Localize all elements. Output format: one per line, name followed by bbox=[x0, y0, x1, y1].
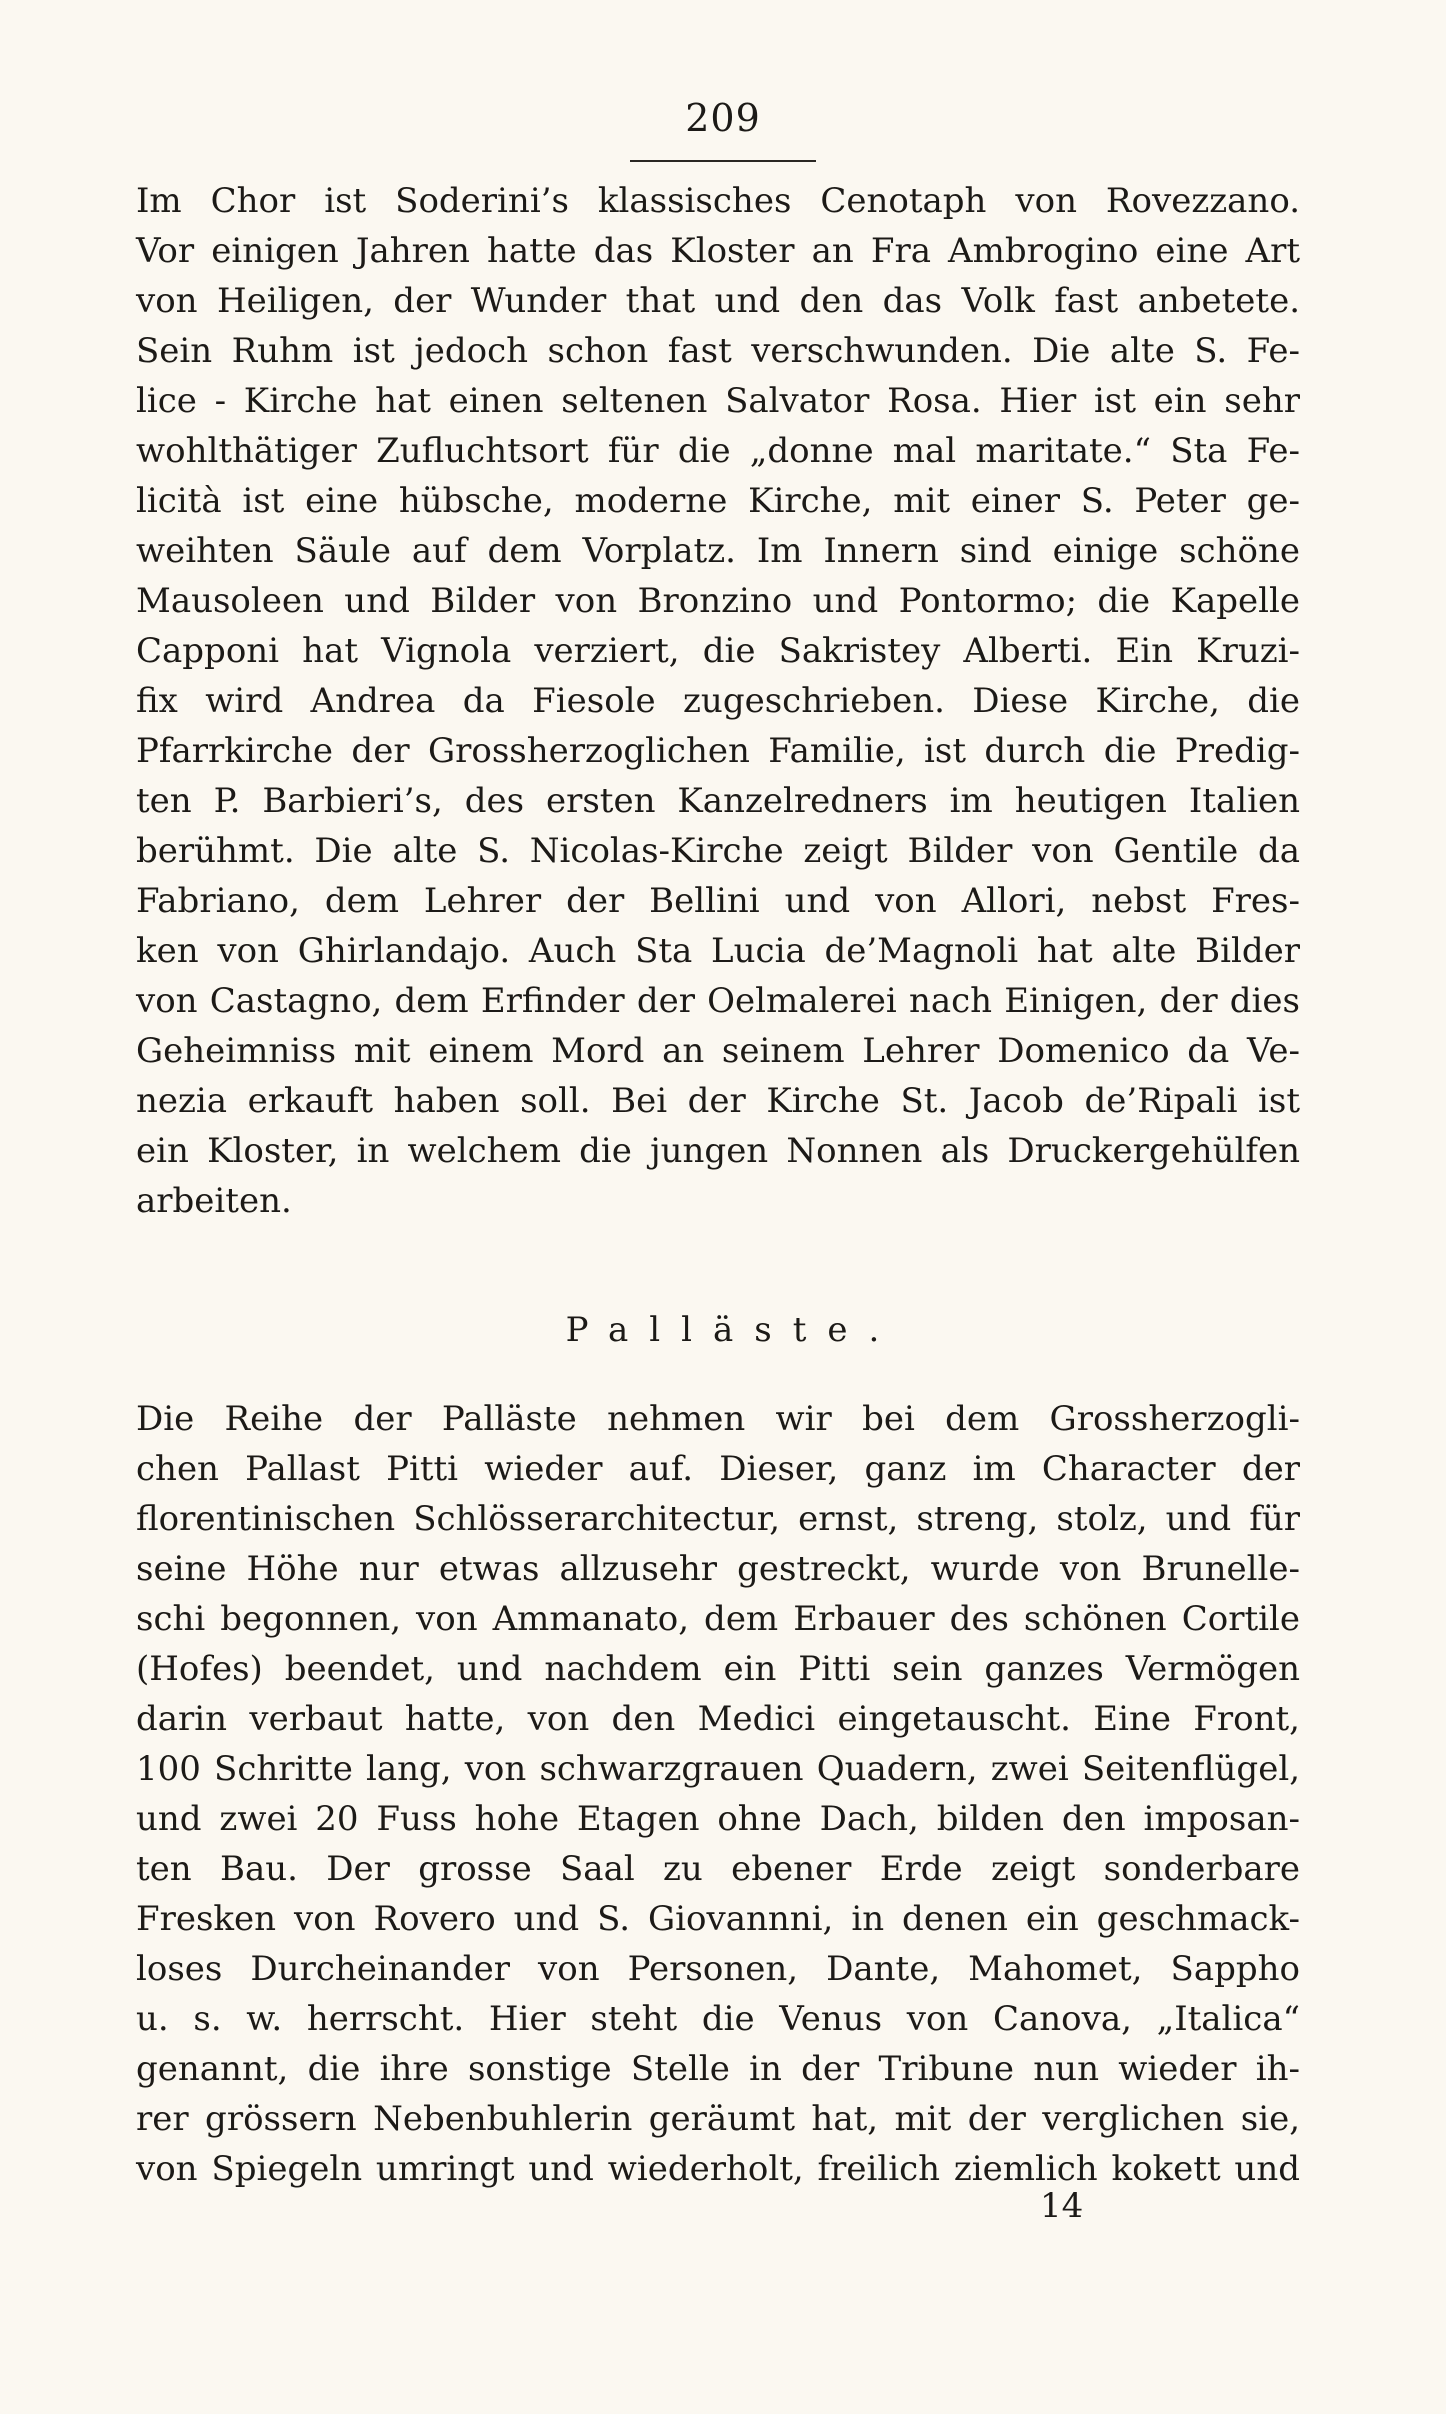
text-line: von Castagno, dem Erfinder der Oelmalerei nach Einigen, der dies bbox=[136, 981, 1300, 1021]
text-line: wohlthätiger Zufluchtsort für die „donne mal maritate.“ Sta Fe- bbox=[136, 431, 1300, 471]
text-line: von Heiligen, der Wunder that und den das Volk fast anbetete. bbox=[136, 281, 1300, 321]
text-line: Im Chor ist Soderini’s klassisches Cenotaph von Rovezzano. bbox=[136, 181, 1300, 221]
section-heading: Palläste. bbox=[565, 1310, 901, 1350]
text-line: schi begonnen, von Ammanato, dem Erbauer des schönen Cortile bbox=[136, 1599, 1300, 1639]
text-line: berühmt. Die alte S. Nicolas-Kirche zeigt Bilder von Gentile da bbox=[136, 831, 1300, 871]
text-line: Vor einigen Jahren hatte das Kloster an Fra Ambrogino eine Art bbox=[136, 231, 1300, 271]
text-line: darin verbaut hatte, von den Medici eingetauscht. Eine Front, bbox=[136, 1699, 1300, 1739]
text-line: Die Reihe der Palläste nehmen wir bei dem Grossherzogli- bbox=[136, 1399, 1300, 1439]
text-line: Fresken von Rovero und S. Giovannni, in denen ein geschmack- bbox=[136, 1899, 1300, 1939]
text-line: ten Bau. Der grosse Saal zu ebener Erde zeigt sonderbare bbox=[136, 1849, 1300, 1889]
signature-mark: 14 bbox=[1040, 2186, 1084, 2226]
text-line: florentinischen Schlösserarchitectur, ernst, streng, stolz, und für bbox=[136, 1499, 1300, 1539]
text-line: Mausoleen und Bilder von Bronzino und Pontormo; die Kapelle bbox=[136, 581, 1300, 621]
text-line: Capponi hat Vignola verziert, die Sakristey Alberti. Ein Kruzi- bbox=[136, 631, 1300, 671]
paragraph-2 bbox=[136, 1394, 1300, 2194]
text-line: fix wird Andrea da Fiesole zugeschrieben. Diese Kirche, die bbox=[136, 681, 1300, 721]
text-line: rer grössern Nebenbuhlerin geräumt hat, mit der verglichen sie, bbox=[136, 2099, 1300, 2139]
text-line: chen Pallast Pitti wieder auf. Dieser, ganz im Character der bbox=[136, 1449, 1300, 1489]
text-line: nezia erkauft haben soll. Bei der Kirche St. Jacob de’Ripali ist bbox=[136, 1081, 1300, 1121]
text-line: arbeiten. bbox=[136, 1181, 292, 1221]
text-line: loses Durcheinander von Personen, Dante, Mahomet, Sappho bbox=[136, 1949, 1300, 1989]
paragraph-1 bbox=[136, 176, 1300, 1226]
header-rule bbox=[630, 160, 816, 162]
text-line: weihten Säule auf dem Vorplatz. Im Innern sind einige schöne bbox=[136, 531, 1300, 571]
text-line: u. s. w. herrscht. Hier steht die Venus von Canova, „Italica“ bbox=[136, 1999, 1300, 2039]
text-line: Fabriano, dem Lehrer der Bellini und von Allori, nebst Fres- bbox=[136, 881, 1300, 921]
text-line: Pfarrkirche der Grossherzoglichen Familie, ist durch die Predig- bbox=[136, 731, 1300, 771]
text-line: ein Kloster, in welchem die jungen Nonnen als Druckergehülfen bbox=[136, 1131, 1300, 1171]
text-line: genannt, die ihre sonstige Stelle in der Tribune nun wieder ih- bbox=[136, 2049, 1300, 2089]
text-line: licità ist eine hübsche, moderne Kirche, mit einer S. Peter ge- bbox=[136, 481, 1300, 521]
text-line: ten P. Barbieri’s, des ersten Kanzelredners im heutigen Italien bbox=[136, 781, 1300, 821]
text-line: seine Höhe nur etwas allzusehr gestreckt, wurde von Brunelle- bbox=[136, 1549, 1300, 1589]
text-line: 100 Schritte lang, von schwarzgrauen Quadern, zwei Seitenflügel, bbox=[136, 1749, 1300, 1789]
text-line: Sein Ruhm ist jedoch schon fast verschwunden. Die alte S. Fe- bbox=[136, 331, 1300, 371]
text-line: (Hofes) beendet, und nachdem ein Pitti sein ganzes Vermögen bbox=[136, 1649, 1300, 1689]
text-line: ken von Ghirlandajo. Auch Sta Lucia de’Magnoli hat alte Bilder bbox=[136, 931, 1300, 971]
text-line: Geheimniss mit einem Mord an seinem Lehrer Domenico da Ve- bbox=[136, 1031, 1300, 1071]
page-number: 209 bbox=[685, 96, 761, 140]
text-line: von Spiegeln umringt und wiederholt, freilich ziemlich kokett und bbox=[136, 2149, 1300, 2189]
text-line: lice - Kirche hat einen seltenen Salvator Rosa. Hier ist ein sehr bbox=[136, 381, 1300, 421]
text-line: und zwei 20 Fuss hohe Etagen ohne Dach, bilden den imposan- bbox=[136, 1799, 1300, 1839]
